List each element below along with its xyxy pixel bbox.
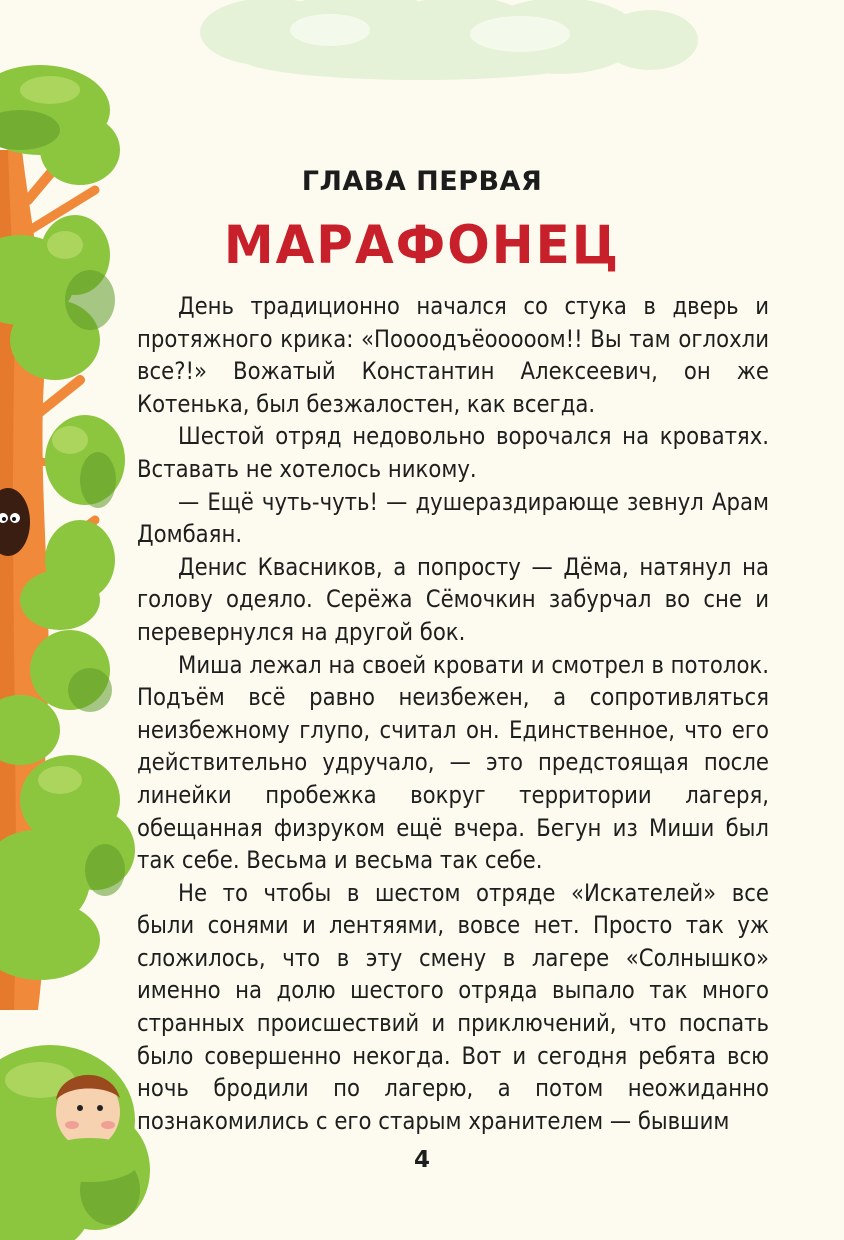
paragraph: Шестой отряд недовольно ворочался на кроватях. Вставать не хотелось никому. [137,422,769,483]
chapter-body [137,290,769,1137]
paragraph: Миша лежал на своей кровати и смотрел в потолок. Подъём всё равно неизбежен, а сопротивляться неизбежному глупо, считал он. Единственное, что его действительно удручало, — это предстоящая после линейки пробежка вокруг территории лагеря, обещанная физруком ещё вчера. Бегун из Миши был так себе. Весьма и весьма так себе. [137,650,769,875]
page-number: 4 [413,1147,430,1173]
paragraph: — Ещё чуть-чуть! — душераздирающе зевнул Арам Домбаян. [137,487,769,549]
paragraph: Не то чтобы в шестом отряде «Искателей» все были сонями и лентяями, вовсе нет. Просто так уж сложилось, что в эту смену в лагере «Солнышко» именно на долю шестого отряда выпало так много странных происшествий и приключений, что поспать было совершенно некогда. Вот и сегодня ребята всю ночь бродили по лагерю, а потом неожиданно познакомились с его старым хранителем — бывшим [137,878,769,1135]
paragraph: Денис Квасников, а попросту — Дёма, натянул на голову одеяло. Серёжа Сёмочкин забурчал во сне и перевернулся на другой бок. [137,552,769,646]
chapter-title: МАРАФОНЕЦ [223,214,621,276]
chapter-label: ГЛАВА ПЕРВАЯ [301,166,543,197]
paragraph: День традиционно начался со стука в дверь и протяжного крика: «Пооoодъёооооом!! Вы там оглохли все?!» Вожатый Константин Алексеевич, он же Котенька, был безжалостен, как всегда. [137,292,769,418]
cloud-illustration [200,0,698,80]
